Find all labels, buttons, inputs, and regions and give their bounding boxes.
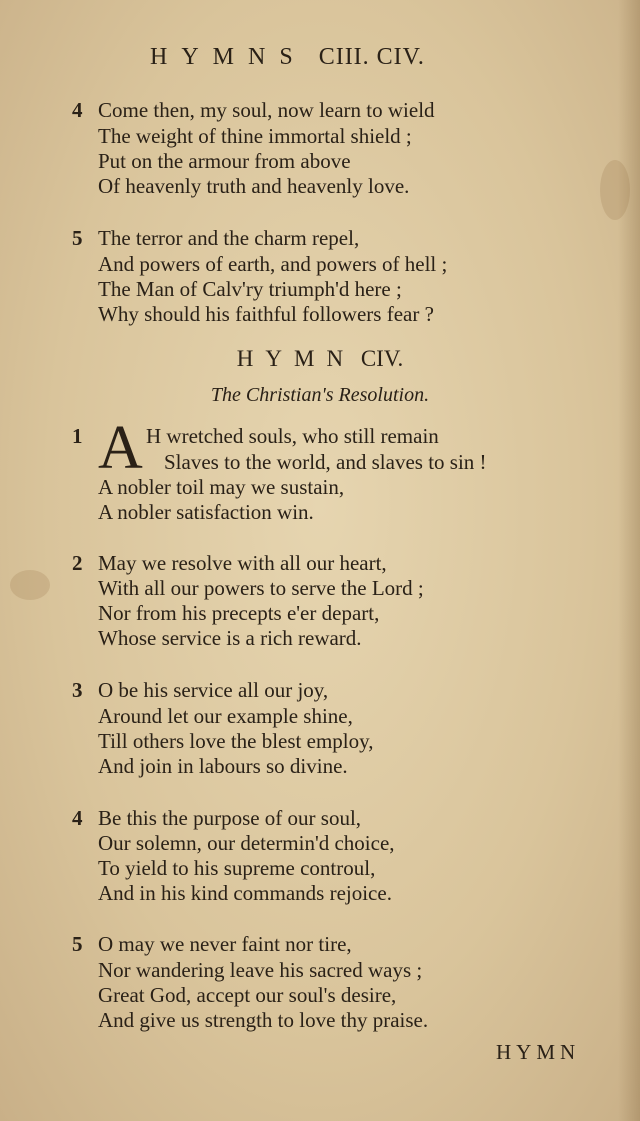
running-head-word: HYMNS	[150, 44, 307, 70]
catchword: HYMN	[496, 1040, 581, 1064]
verse-line: A nobler toil may we sustain,	[98, 475, 345, 499]
verse-line: And join in labours so divine.	[98, 754, 348, 778]
drop-cap: A	[98, 414, 143, 482]
hymn-subtitle: The Christian's Resolution.	[210, 384, 430, 406]
verse-line: The weight of thine immortal shield ;	[98, 124, 412, 148]
verse-line: Great God, accept our soul's desire,	[98, 983, 397, 1007]
verse-line: And powers of earth, and powers of hell ;	[98, 252, 448, 276]
running-head-numbers: CIII. CIV.	[318, 44, 425, 70]
verse-line: Come then, my soul, now learn to wield	[98, 98, 435, 122]
verse-line: Put on the armour from above	[98, 149, 351, 173]
verse-line: The Man of Calv'ry triumph'd here ;	[98, 277, 402, 301]
verse-line: O be his service all our joy,	[98, 678, 329, 702]
verse-line: Our solemn, our determin'd choice,	[98, 831, 395, 855]
verse-line: Nor from his precepts e'er depart,	[98, 601, 380, 625]
hymn-title-word: HYMN	[236, 346, 356, 371]
verse-line: Till others love the blest employ,	[98, 729, 374, 753]
stanza-number: 1	[72, 424, 83, 448]
verse-line: Be this the purpose of our soul,	[98, 806, 362, 830]
verse-line: Nor wandering leave his sacred ways ;	[98, 958, 423, 982]
verse-line: With all our powers to serve the Lord ;	[98, 576, 424, 600]
hymn-title	[0, 346, 640, 372]
verse-line: Of heavenly truth and heavenly love.	[98, 174, 410, 198]
stanza-number: 5	[72, 226, 83, 250]
verse-line: And in his kind commands rejoice.	[98, 881, 392, 905]
verse-line: O may we never faint nor tire,	[98, 932, 352, 956]
verse-line: H wretched souls, who still remain	[146, 424, 439, 448]
stanza-number: 2	[72, 551, 83, 575]
foxing-stain	[10, 570, 50, 600]
verse-line: Around let our example shine,	[98, 704, 353, 728]
stanza-number: 5	[72, 932, 83, 956]
verse-line: May we resolve with all our heart,	[98, 551, 387, 575]
verse-line: Whose service is a rich reward.	[98, 626, 362, 650]
verse-line: Why should his faithful followers fear ?	[98, 302, 434, 326]
hymn-title-number: CIV.	[360, 346, 404, 371]
stanza-number: 4	[72, 98, 83, 122]
verse-line: Slaves to the world, and slaves to sin !	[164, 450, 487, 474]
verse-line: To yield to his supreme controul,	[98, 856, 376, 880]
verse-line: The terror and the charm repel,	[98, 226, 360, 250]
foxing-stain	[600, 160, 630, 220]
stanza-number: 4	[72, 806, 83, 830]
verse-line: A nobler satisfaction win.	[98, 500, 314, 524]
stanza-number: 3	[72, 678, 83, 702]
verse-line: And give us strength to love thy praise.	[98, 1008, 429, 1032]
running-head	[150, 44, 425, 71]
